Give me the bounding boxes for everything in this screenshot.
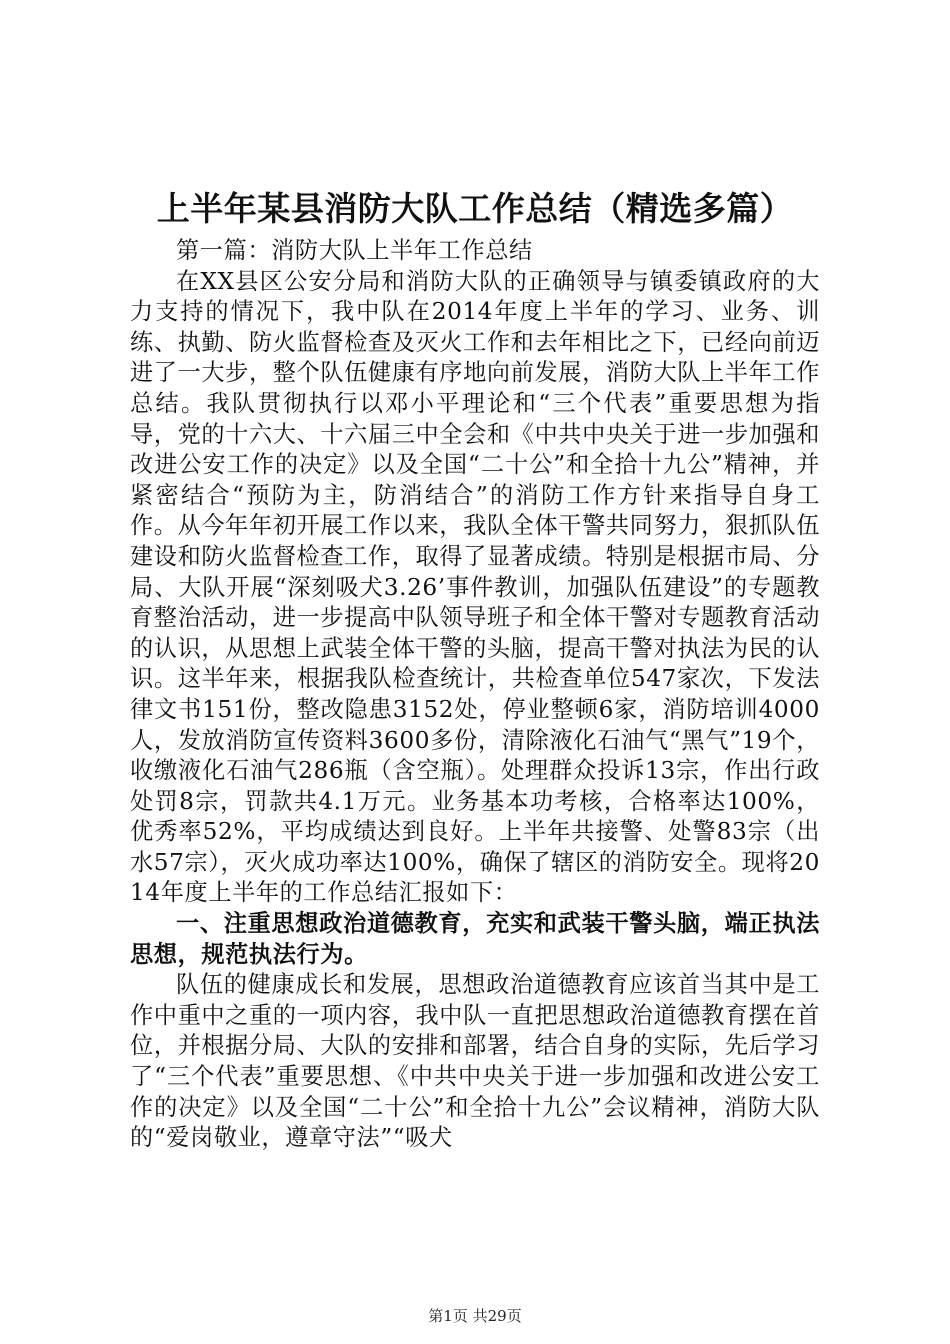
section-heading: 一、注重思想政治道德教育，充实和武装干警头脑，端正执法思想，规范执法行为。 xyxy=(130,910,820,968)
body-paragraph: 在XX县区公安分局和消防大队的正确领导与镇委镇政府的大力支持的情况下，我中队在2014年度上半年的学习、业务、训练、执勤、防火监督检查及灭火工作和去年相比之下，已经向前迈进了一大步，整个队伍健康有序地向前发展，消防大队上半年工作总结。我队贯彻执行以邓小平理论和“三个代表”重要思想为指导，党的十六大、十六届三中全会和《中共中央关于进一步加强和改进公安工作的决定》以及全国“二十公”和全拾十九公”精神，并紧密结合“预防为主，防消结合”的消防工作方针来指导自身工作。从今年年初开展工作以来，我队全体干警共同努力，狠抓队伍建设和防火监督检查工作，取得了显著成绩。特别是根据市局、分局、大队开展“深刻吸犬3.26’事件教训，加强队伍建设”的专题教育整治活动，进一步提高中队领导班子和全体干警对专题教育活动的认识，从思想上武装全体干警的头脑，提高干警对执法为民的认识。这半年来，根据我队检查统计，共检查单位547家次，下发法律文书151份，整改隐患3152处，停业整顿6家，消防培训4000人，发放消防宣传资料3600多份，清除液化石油气“黑气”19个，收缴液化石油气286瓶（含空瓶）。处理群众投诉13宗，作出行政处罚8宗，罚款共4.1万元。业务基本功考核，合格率达100%，优秀率52%，平均成绩达到良好。上半年共接警、处警83宗（出水57宗），灭火成功率达100%，确保了辖区的消防安全。现将2014年度上半年的工作总结汇报如下： xyxy=(130,267,820,907)
document-title: 上半年某县消防大队工作总结（精选多篇） xyxy=(156,189,794,228)
body-paragraph: 队伍的健康成长和发展，思想政治道德教育应该首当其中是工作中重中之重的一项内容，我中队一直把思想政治道德教育摆在首位，并根据分局、大队的安排和部署，结合自身的实际，先后学习了“三个代表”重要思想、《中共中央关于进一步加强和改进公安工作的决定》以及全国“二十公”和全拾十九公”会议精神，消防大队的“爱岗敬业，遵章守法”“吸犬 xyxy=(130,971,820,1152)
section-title: 第一篇：消防大队上半年工作总结 xyxy=(176,237,533,264)
document-body xyxy=(130,236,820,1154)
page-footer: 第1页 共29页 xyxy=(428,1307,522,1325)
